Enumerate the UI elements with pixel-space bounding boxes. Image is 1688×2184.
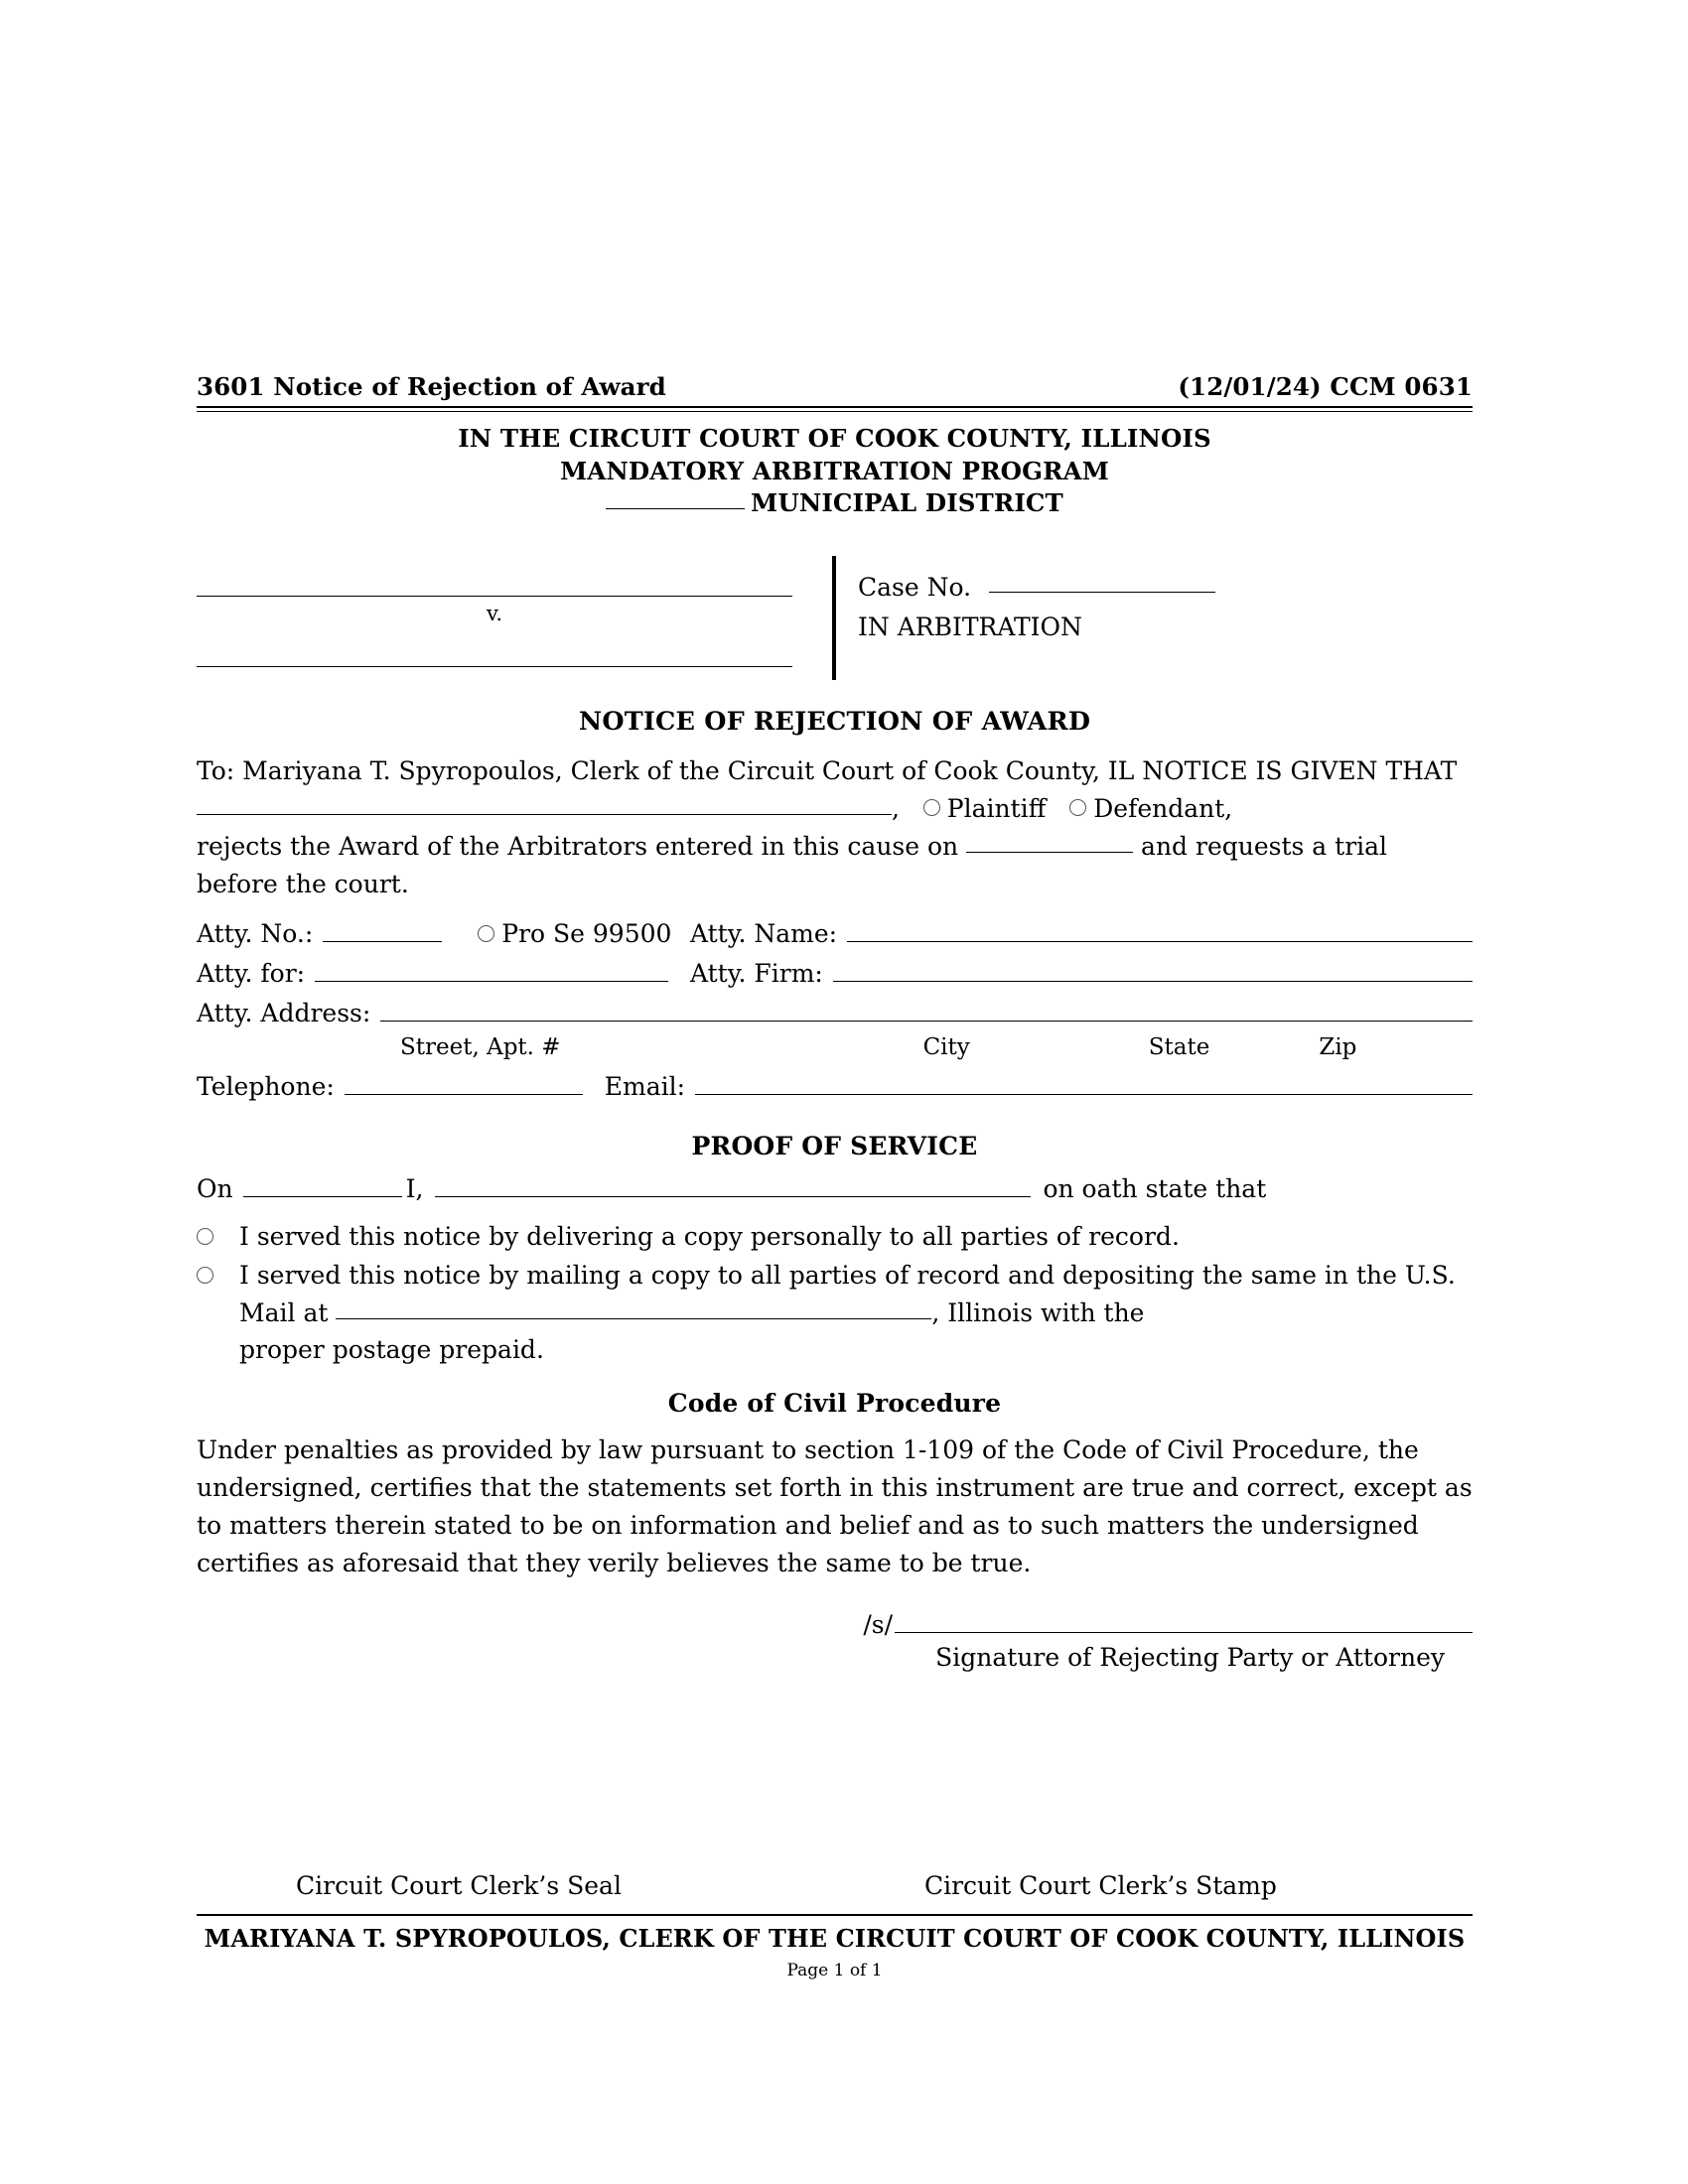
atty-no-row <box>197 917 1473 957</box>
hint-zip: Zip <box>1319 1033 1357 1060</box>
service-personal-label: I served this notice by delivering a copy personally to all parties of record. <box>239 1221 1180 1251</box>
on-label: On <box>197 1173 233 1203</box>
service-mail-body <box>239 1257 1473 1369</box>
district-blank[interactable] <box>606 508 745 509</box>
court-title-line3: MUNICIPAL DISTRICT <box>751 488 1063 518</box>
document-content <box>197 372 1473 1672</box>
caption-case-info <box>836 556 1215 683</box>
atty-address-label: Atty. Address: <box>197 998 371 1027</box>
affiant-name-input[interactable] <box>435 1196 1031 1197</box>
rejecting-party-input[interactable] <box>197 814 892 815</box>
proof-of-service-oath-row <box>197 1174 1473 1218</box>
attorney-block <box>197 917 1473 1112</box>
address-hints <box>197 1033 1473 1070</box>
atty-no-group <box>197 917 690 946</box>
mail-at-label: Mail at <box>239 1297 329 1327</box>
hint-city: City <box>922 1033 970 1060</box>
plaintiff-name-blank[interactable] <box>197 562 792 597</box>
signature-prefix: /s/ <box>863 1609 893 1639</box>
case-no-row <box>858 568 1215 608</box>
court-title-block <box>197 423 1473 520</box>
email-input[interactable] <box>695 1070 1473 1095</box>
atty-firm-group <box>690 957 1473 986</box>
in-arbitration-label: IN ARBITRATION <box>858 612 1082 641</box>
clerk-stamp-label: Circuit Court Clerk’s Stamp <box>923 1871 1277 1900</box>
atty-name-label: Atty. Name: <box>690 918 838 948</box>
notice-title: NOTICE OF REJECTION OF AWARD <box>578 706 1091 737</box>
email-label: Email: <box>604 1071 686 1101</box>
mail-location-input[interactable] <box>336 1318 931 1319</box>
atty-name-input[interactable] <box>847 917 1473 942</box>
telephone-label: Telephone: <box>197 1071 335 1101</box>
defendant-name-blank[interactable] <box>197 632 792 667</box>
mail-illinois-label: , Illinois with the <box>931 1297 1145 1327</box>
postage-label: proper postage prepaid. <box>239 1335 544 1365</box>
clerk-seal-row <box>197 1871 1473 1900</box>
form-title: 3601 Notice of Rejection of Award <box>197 372 666 401</box>
court-title-line2: MANDATORY ARBITRATION PROGRAM <box>560 456 1109 485</box>
header-divider <box>197 406 1473 412</box>
atty-firm-label: Atty. Firm: <box>690 958 823 988</box>
caption-parties <box>197 556 792 683</box>
notice-rejects-text: rejects the Award of the Arbitrators entered in this cause on <box>197 831 959 861</box>
defendant-label: Defendant, <box>1093 793 1233 823</box>
i-label: I, <box>405 1173 424 1203</box>
civil-procedure-title: Code of Civil Procedure <box>667 1388 1002 1418</box>
atty-no-input[interactable] <box>323 917 442 942</box>
atty-for-row <box>197 957 1473 997</box>
notice-comma: , <box>892 793 900 823</box>
atty-no-label: Atty. No.: <box>197 918 314 948</box>
notice-requests-text: and requests a trial before the court. <box>197 831 1388 898</box>
pro-se-radio[interactable] <box>478 925 494 942</box>
form-header <box>197 372 1473 406</box>
notice-body <box>197 752 1473 903</box>
atty-name-group <box>690 917 1473 946</box>
case-no-label: Case No. <box>858 572 972 602</box>
case-no-input[interactable] <box>989 592 1215 593</box>
court-title-line3-row <box>197 487 1473 520</box>
clerk-name: MARIYANA T. SPYROPOULOS, CLERK OF THE CIRCUIT COURT OF COOK COUNTY, ILLINOIS <box>204 1924 1466 1953</box>
defendant-radio[interactable] <box>1069 799 1086 816</box>
atty-address-row <box>197 997 1473 1036</box>
telephone-email-row <box>197 1070 1473 1112</box>
court-title-line1: IN THE CIRCUIT COURT OF COOK COUNTY, ILLINOIS <box>458 424 1211 453</box>
page-number: Page 1 of 1 <box>786 1961 883 1980</box>
service-mail-radio[interactable] <box>197 1267 213 1284</box>
notice-to-text: To: Mariyana T. Spyropoulos, Clerk of the Circuit Court of Cook County, IL NOTICE IS GIVEN THAT <box>197 755 1458 785</box>
signature-caption: Signature of Rejecting Party or Attorney <box>935 1642 1445 1672</box>
signature-input[interactable] <box>895 1632 1473 1633</box>
versus-label: v. <box>486 601 503 625</box>
document-footer <box>197 1871 1473 1980</box>
plaintiff-radio[interactable] <box>923 799 940 816</box>
atty-for-input[interactable] <box>315 957 668 982</box>
atty-for-group <box>197 957 690 986</box>
service-date-input[interactable] <box>243 1196 402 1197</box>
telephone-input[interactable] <box>345 1070 583 1095</box>
civil-procedure-body: Under penalties as provided by law pursuant to section 1-109 of the Code of Civil Procedure, the undersigned, certifies that the statements set forth in this instrument are true and correct, except as to matters therein stated to be on information and belief and as to such matters the undersigned certifies as aforesaid that they verily believes the same to be true. <box>197 1434 1473 1577</box>
hint-state: State <box>1148 1033 1210 1060</box>
service-option-mail[interactable] <box>197 1257 1473 1369</box>
pro-se-label: Pro Se 99500 <box>501 918 672 948</box>
clerk-seal-label: Circuit Court Clerk’s Seal <box>296 1871 622 1900</box>
award-date-input[interactable] <box>966 852 1133 853</box>
proof-of-service-title: PROOF OF SERVICE <box>691 1131 978 1160</box>
atty-for-label: Atty. for: <box>197 958 306 988</box>
signature-row <box>197 1610 1473 1639</box>
hint-street: Street, Apt. # <box>400 1033 561 1060</box>
service-mail-label: I served this notice by mailing a copy to all parties of record and depositing the same in the U.S. <box>239 1261 1456 1291</box>
plaintiff-label: Plaintiff <box>946 793 1047 823</box>
atty-firm-input[interactable] <box>833 957 1473 982</box>
atty-address-input[interactable] <box>380 997 1473 1022</box>
form-code: (12/01/24) CCM 0631 <box>1178 372 1473 401</box>
service-personal-radio[interactable] <box>197 1228 213 1245</box>
case-caption <box>197 556 1473 683</box>
service-option-personal[interactable] <box>197 1218 1473 1256</box>
oath-text: on oath state that <box>1043 1173 1267 1203</box>
